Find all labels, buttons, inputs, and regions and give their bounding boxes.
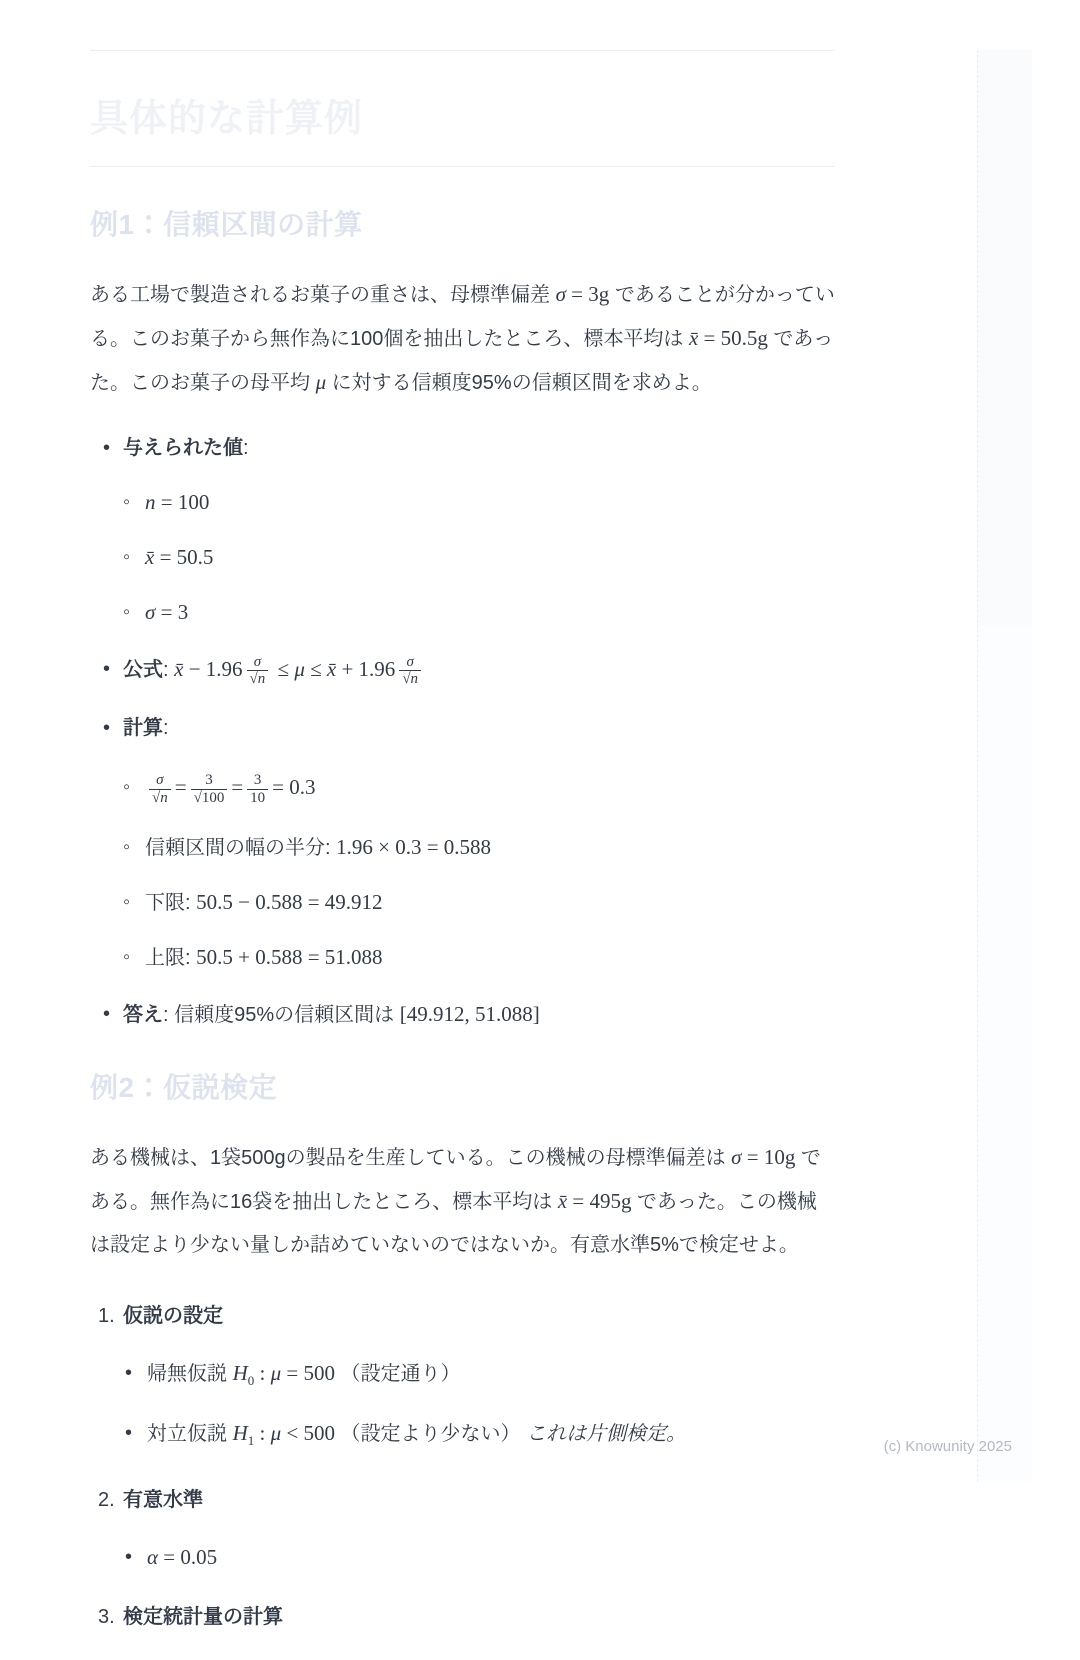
footer-credit: (c) Knowunity 2025 [883, 1438, 1012, 1455]
math-value: = 100 [155, 490, 210, 514]
fraction-denominator: n [410, 671, 419, 688]
math-alpha: α [147, 1545, 159, 1570]
math-op: + 1.96 [336, 657, 396, 681]
fraction-sigma-over-sqrt-n [149, 772, 171, 805]
list-item-upper-bound [123, 942, 835, 973]
item-label: 信頼区間の幅の半分 [145, 837, 325, 860]
math-expression: 50.5 + 0.588 = 51.088 [196, 945, 383, 970]
item-label: 計算 [123, 717, 163, 740]
item-text: 対立仮説 [147, 1423, 233, 1446]
fraction-numerator: σ [406, 654, 414, 671]
math-mu: μ [270, 1361, 282, 1386]
document-content [90, 0, 835, 1660]
item-colon: : [325, 837, 337, 860]
step-test-statistic [90, 1602, 835, 1632]
fraction-numerator: 3 [253, 772, 262, 789]
fraction-numerator: ◦ σ [156, 772, 164, 789]
fraction-numerator: 3 [205, 772, 213, 789]
paragraph-text: である。無作為に16袋を抽出したところ、標本平均は [90, 1147, 821, 1214]
item-text: 帰無仮説 [147, 1363, 233, 1386]
math-xbar: x̄ [174, 657, 184, 681]
page-edge-band [978, 50, 1032, 625]
list-item-xbar [123, 542, 835, 573]
math-var: x̄ [145, 545, 155, 569]
math-mu: μ [294, 657, 305, 681]
example1-list [90, 433, 835, 1030]
math-op: ≤ [272, 657, 295, 681]
math-colon: : [254, 1361, 271, 1386]
math-H: H [232, 1361, 248, 1386]
section-heading-example1: 例1：信頼区間の計算 [90, 209, 363, 240]
fraction-3-over-sqrt-100 [191, 772, 228, 805]
step-number: 2. [98, 1489, 115, 1512]
page-title: 具体的な計算例 [90, 98, 364, 140]
math-value: = 500 [281, 1361, 335, 1386]
list-item-standard-error [123, 767, 835, 808]
step-significance-level [90, 1485, 835, 1574]
answer-text: 信頼度95%の信頼区間は [174, 1004, 400, 1027]
step-number: 3. [98, 1606, 115, 1629]
example2-steps [90, 1301, 835, 1632]
step-number: 1. [98, 1305, 115, 1328]
radical-sign: √ [402, 671, 411, 688]
math-var: n [145, 490, 156, 514]
math-value: = 3g [565, 282, 610, 306]
example1-problem-paragraph [90, 273, 835, 405]
page-edge-dashed-line [977, 50, 978, 1482]
item-colon: : [243, 437, 249, 459]
fraction-3-over-10 [247, 772, 268, 805]
math-result: = 0.3 [272, 775, 316, 800]
fraction-denominator: 100 [201, 789, 225, 806]
list-item-given-values [90, 433, 835, 628]
item-colon: : [185, 947, 197, 970]
page-edge-band-lower [978, 625, 1032, 1482]
fraction-denominator: n [160, 789, 168, 806]
radical-sign: √ [152, 789, 161, 806]
paragraph-text: ある工場で製造されるお菓子の重さは、母標準偏差 [90, 284, 556, 306]
item-text-italic: これは片側検定。 [520, 1423, 687, 1446]
math-mu: μ [270, 1421, 282, 1446]
math-xbar: x̄ [688, 326, 699, 350]
math-value: = 50.5g [698, 326, 768, 350]
fraction-sigma-over-sqrt-n [399, 654, 421, 687]
fraction-numerator: σ [253, 654, 262, 671]
step-label: 検定統計量の計算 [123, 1606, 283, 1629]
item-text: （設定より少ない） [340, 1423, 521, 1446]
item-text: （設定通り） [340, 1363, 461, 1386]
paragraph-text: であった。この機械は設定より少ない量しか詰めていないのではないか。有意水準5%で検定せよ。 [90, 1191, 817, 1257]
list-item-half-width [123, 832, 835, 863]
list-item-answer [90, 999, 835, 1030]
math-expression: 1.96 × 0.3 = 0.588 [336, 835, 492, 860]
math-sigma: σ [555, 282, 566, 306]
list-item-null-hypothesis [123, 1357, 835, 1397]
step-label: 有意水準 [123, 1489, 203, 1512]
math-op: ≤ [304, 657, 327, 681]
math-value: = 3 [155, 600, 189, 624]
example2-problem-paragraph [90, 1136, 835, 1267]
given-values-sublist [123, 487, 835, 628]
calculation-sublist [123, 767, 835, 973]
math-colon: : [254, 1421, 271, 1446]
equals-sign: = [174, 775, 187, 800]
math-value: < 500 [281, 1421, 335, 1446]
math-expression: 50.5 − 0.588 = 49.912 [196, 890, 383, 915]
list-item-n [123, 487, 835, 518]
significance-sublist [123, 1541, 835, 1574]
paragraph-text: に対する信頼度95%の信頼区間を求めよ。 [326, 372, 712, 394]
item-colon: : [185, 892, 197, 915]
title-underline [90, 166, 835, 167]
math-value: = 50.5 [154, 545, 214, 569]
math-xbar: x̄ [557, 1189, 568, 1214]
section-divider-top [90, 50, 835, 51]
step-hypothesis-setup [90, 1301, 835, 1457]
item-label: 答え [123, 1004, 163, 1027]
item-label: 公式 [123, 659, 163, 681]
math-op: − 1.96 [183, 657, 243, 681]
fraction-denominator: n [257, 671, 266, 688]
list-item-sigma [123, 597, 835, 628]
math-sigma: σ [731, 1145, 742, 1170]
radical-sign: √ [193, 789, 202, 806]
math-xbar: x̄ [326, 657, 337, 681]
item-label: 上限 [145, 947, 185, 970]
math-value: = 495g [567, 1189, 632, 1214]
math-mu: μ [315, 370, 327, 394]
list-item-lower-bound [123, 887, 835, 918]
math-var: σ [145, 600, 156, 624]
list-item-calculation [90, 713, 835, 973]
math-H: H [232, 1421, 248, 1446]
fraction-sigma-over-sqrt-n [247, 654, 269, 687]
paragraph-text: であった。このお菓子の母平均 [90, 328, 834, 394]
step-label: 仮説の設定 [123, 1305, 223, 1328]
item-label: 下限 [145, 892, 185, 915]
math-value: = 10g [741, 1145, 796, 1170]
answer-interval: [49.912, 51.088] [399, 1002, 540, 1027]
item-colon: : [163, 1004, 175, 1027]
item-colon: : [163, 717, 169, 740]
item-colon: : [163, 659, 175, 681]
math-subscript: 0 [247, 1373, 255, 1389]
radical-sign: √ [249, 671, 258, 688]
equals-sign: = [231, 775, 244, 800]
section-heading-example2: 例2：仮説検定 [90, 1072, 278, 1104]
math-value: = 0.05 [158, 1545, 218, 1570]
list-item-alpha [123, 1541, 835, 1574]
fraction-denominator: 10 [247, 789, 268, 806]
paragraph-text: であることが分かっている。このお菓子から無作為に100個を抽出したところ、標本平均は [90, 284, 835, 350]
list-item-formula [90, 654, 835, 687]
math-subscript: 1 [247, 1433, 255, 1449]
paragraph-text: ある機械は、1袋500gの製品を生産している。この機械の母標準偏差は [90, 1147, 732, 1170]
item-label: 与えられた値 [123, 437, 243, 459]
